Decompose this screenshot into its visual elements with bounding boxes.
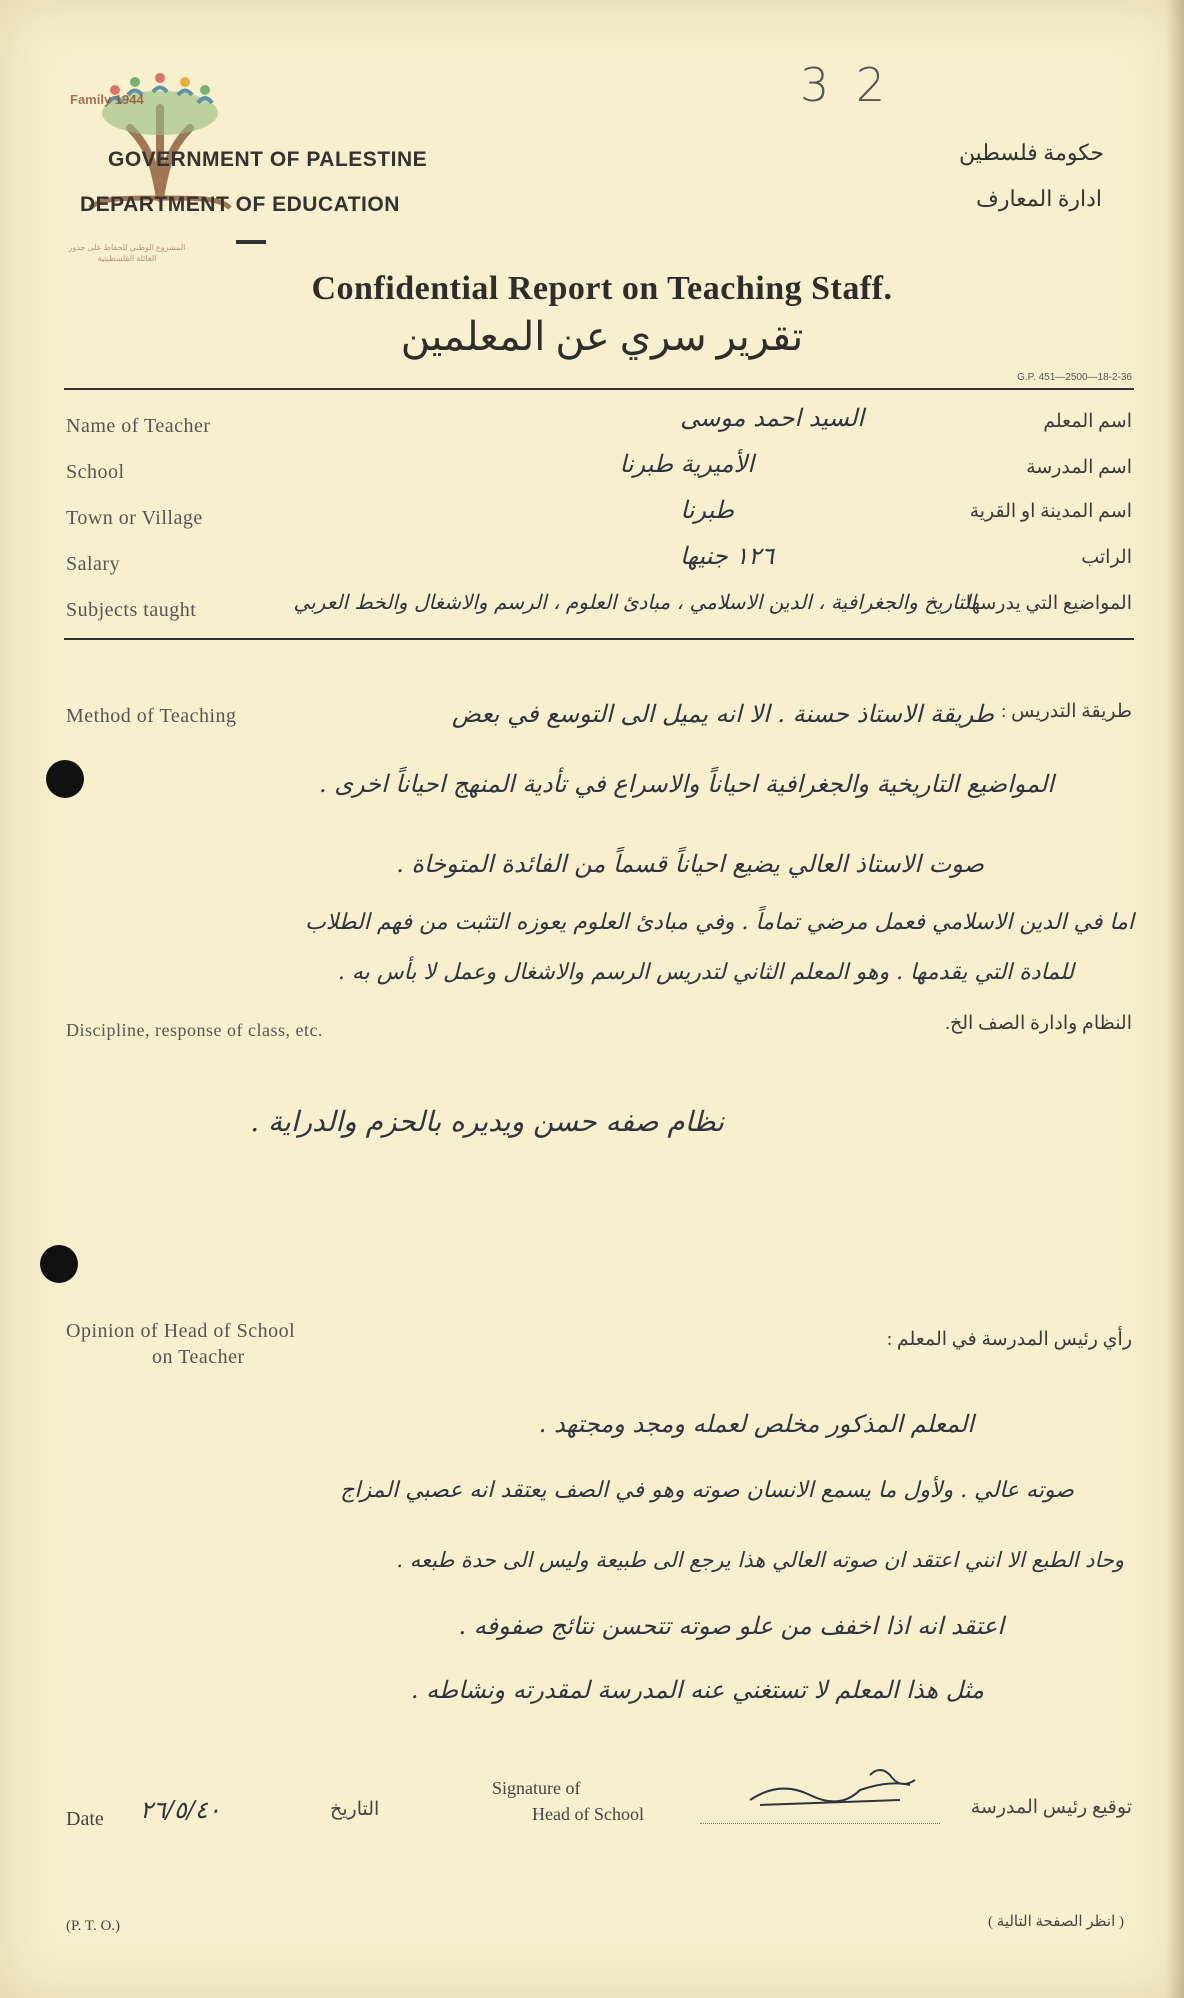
label-method-ar: طريقة التدريس :	[1001, 701, 1132, 722]
label-date: Date	[66, 1808, 104, 1830]
subjects-value: التاريخ والجغرافية ، الدين الاسلامي ، مبادئ العلوم ، الرسم والاشغال والخط العربي	[293, 590, 976, 614]
opinion-line-5: مثل هذا المعلم لا تستغني عنه المدرسة لمقدرته ونشاطه .	[410, 1676, 984, 1704]
method-line-5: للمادة التي يقدمها . وهو المعلم الثاني لتدريس الرسم والاشغال وعمل لا بأس به .	[337, 960, 1074, 985]
punch-hole-bottom	[40, 1245, 78, 1283]
label-subjects-ar: المواضيع التي يدرسها	[965, 593, 1132, 614]
label-school-ar: اسم المدرسة	[1026, 457, 1132, 478]
label-school: School	[66, 461, 125, 483]
punch-hole-top	[46, 760, 84, 798]
label-date-ar: التاريخ	[330, 1799, 380, 1820]
opinion-line-3: وحاد الطبع الا انني اعتقد ان صوته العالي هذا يرجع الى طبيعة وليس الى حدة طبعه .	[396, 1548, 1124, 1572]
town-value: طبرنا	[680, 496, 734, 524]
page-number: 3 2	[800, 58, 892, 112]
method-line-1: طريقة الاستاذ حسنة . الا انه يميل الى التوسع في بعض	[451, 700, 994, 728]
opinion-line-4: اعتقد انه اذا اخفف من علو صوته تتحسن نتائج صفوفه .	[458, 1612, 1004, 1640]
label-name-of-teacher: Name of Teacher	[66, 415, 211, 437]
label-opinion-ar: رأي رئيس المدرسة في المعلم :	[886, 1329, 1132, 1350]
head-signature	[740, 1760, 940, 1820]
label-salary-ar: الراتب	[1081, 547, 1132, 568]
label-method: Method of Teaching	[66, 705, 237, 727]
label-town-ar: اسم المدينة او القرية	[969, 501, 1132, 522]
label-opinion-1: Opinion of Head of School	[66, 1320, 296, 1342]
top-rule	[64, 388, 1134, 390]
salary-value: ١٢٦ جنيها	[680, 542, 774, 570]
label-town: Town or Village	[66, 507, 203, 529]
logo-text: Family 1944	[70, 92, 144, 107]
label-subjects: Subjects taught	[66, 599, 197, 621]
logo-caption: المشروع الوطني للحفاظ على جذور العائلة الفلسطينية	[68, 243, 186, 263]
print-code: G.P. 451—2500—18-2-36	[1017, 372, 1132, 383]
method-line-4: اما في الدين الاسلامي فعمل مرضي تماماً . وفي مبادئ العلوم يعوزه التثبت من فهم الطلاب	[305, 910, 1134, 935]
school-value: الأميرية طبرنا	[619, 450, 754, 478]
label-salary: Salary	[66, 553, 121, 575]
method-line-3: صوت الاستاذ العالي يضيع احياناً قسماً من الفائدة المتوخاة .	[396, 850, 984, 878]
gov-title-ar: حكومة فلسطين	[958, 140, 1104, 165]
label-discipline-ar: النظام وادارة الصف الخ.	[945, 1013, 1132, 1034]
method-line-2: المواضيع التاريخية والجغرافية احياناً والاسراع في تأدية المنهج احياناً اخرى .	[318, 770, 1054, 798]
label-name-of-teacher-ar: اسم المعلم	[1043, 411, 1132, 432]
teacher-name-value: السيد احمد موسى	[680, 404, 864, 432]
fields-bottom-rule	[64, 638, 1134, 640]
label-signature-ar: توقيع رئيس المدرسة	[970, 1797, 1132, 1818]
label-signature-1: Signature of	[492, 1778, 581, 1798]
pto-en: (P. T. O.)	[66, 1918, 121, 1934]
report-title-en: Confidential Report on Teaching Staff.	[311, 270, 893, 307]
opinion-line-1: المعلم المذكور مخلص لعمله ومجد ومجتهد .	[538, 1410, 974, 1438]
report-title-ar: تقرير سري عن المعلمين	[400, 314, 804, 359]
header-divider	[236, 240, 266, 244]
gov-title-en: GOVERNMENT OF PALESTINE	[108, 148, 428, 171]
label-discipline: Discipline, response of class, etc.	[66, 1020, 323, 1040]
opinion-line-2: صوته عالي . ولأول ما يسمع الانسان صوته وهو في الصف يعتقد انه عصبي المزاج	[340, 1478, 1074, 1503]
label-opinion-2: on Teacher	[152, 1346, 245, 1368]
dept-title-en: DEPARTMENT OF EDUCATION	[80, 193, 400, 216]
label-signature-2: Head of School	[532, 1804, 644, 1824]
discipline-text: نظام صفه حسن ويديره بالحزم والدراية .	[250, 1105, 724, 1138]
signature-line	[700, 1822, 940, 1824]
dept-title-ar: ادارة المعارف	[976, 186, 1102, 211]
pto-ar: ( انظر الصفحة التالية )	[988, 1914, 1124, 1930]
date-value: ٢٦/٥/٤٠	[140, 1796, 221, 1824]
